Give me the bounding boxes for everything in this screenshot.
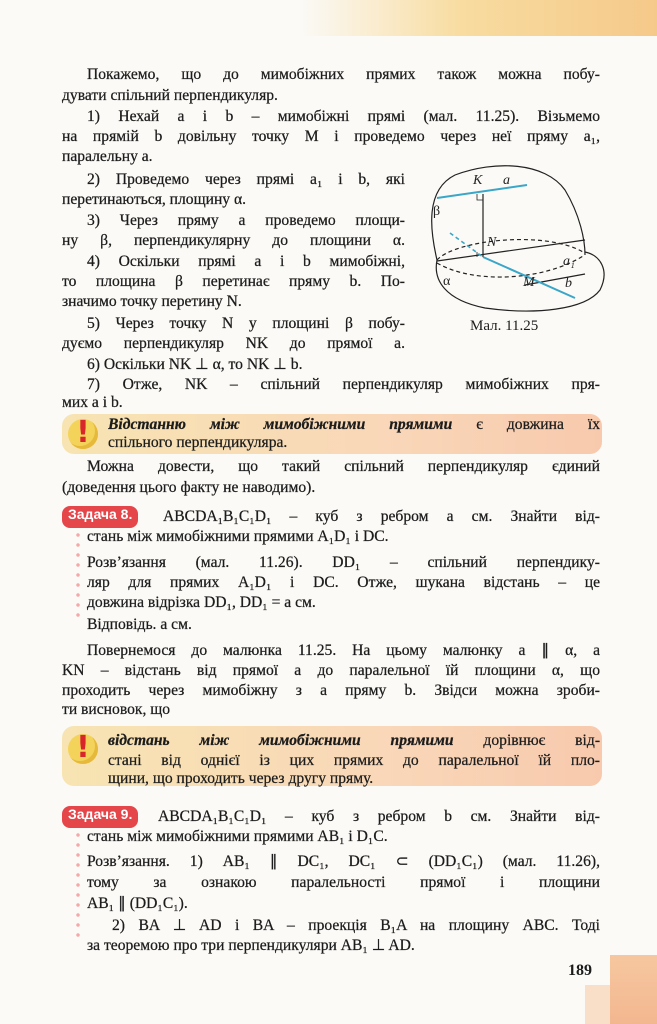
exclamation-icon: ! (68, 734, 98, 764)
callout-text: стані від однієї із цих прямих до паралельної їй пло- (108, 752, 600, 769)
text-line: ABCDA₁B₁C₁D₁ – куб з ребром b см. Знайти від- (158, 808, 600, 825)
text-line: стань між мимобіжними прямими A₁D₁ і DC. (87, 528, 389, 545)
text-line: ляр для прямих A₁D₁ і DC. Отже, шукана відстань – це (87, 574, 600, 591)
text-line: дувати спільний перпендикуляр. (62, 87, 278, 104)
task-badge-8: Задача 8. (62, 506, 138, 528)
emphasis-term: відстань між мимобіжними прямими (108, 732, 454, 749)
label-M: M (523, 275, 535, 290)
top-decor-band (300, 0, 657, 36)
text-line: мих a і b. (62, 394, 123, 411)
callout-text: щини, що проходить через другу пряму. (108, 770, 374, 787)
text-line: Розв’язання (мал. 11.26). DD₁ – спільний перпендику- (87, 554, 600, 571)
text-line: ну β, перпендикулярну до площини α. (62, 232, 405, 249)
task-dots (76, 830, 80, 940)
task-badge-9: Задача 9. (62, 806, 138, 828)
text-line: Повернемося до малюнка 11.25. На цьому малюнку a ∥ α, а (87, 642, 600, 659)
text-line: ABCDA₁B₁C₁D₁ – куб з ребром a см. Знайти від- (163, 508, 600, 525)
text-line: AB₁ ∥ (DD₁C₁). (87, 895, 188, 912)
label-a1: a₁ (563, 254, 575, 269)
callout-line (108, 731, 600, 751)
callout-line (108, 433, 600, 453)
emphasis-term: Відстанню між мимобіжними прямими (108, 416, 453, 433)
callout-line (108, 415, 600, 435)
callout-line (108, 751, 600, 771)
text-line: 3) Через пряму a проведемо площи- (87, 212, 405, 229)
callout-line (108, 769, 600, 789)
text-line: тому за ознакою паралельності прямої і площини (87, 874, 600, 891)
text-line: KN – відстань від прямої a до паралельної їй площини α, що (62, 662, 600, 679)
text-line: значимо точку перетину N. (62, 293, 242, 310)
figure-11-25 (415, 160, 610, 320)
text-line: на прямій b довільну точку M і проведемо через неї пряму a₁, (62, 128, 600, 145)
label-beta: β (433, 204, 441, 219)
text-line: 5) Через точку N у площині β побу- (87, 315, 405, 332)
text-line: паралельну a. (62, 148, 153, 165)
text-line: 2) Проведемо через прямі a₁ і b, які (87, 171, 405, 188)
figure-caption: Мал. 11.25 (470, 318, 539, 334)
text-line: за теоремою про три перпендикуляри AB₁ ⊥ AD. (87, 937, 415, 954)
callout-text: є довжина їх (452, 416, 600, 433)
label-N: N (487, 235, 497, 250)
text-line: Покажемо, що до мимобіжних прямих також можна побу- (87, 66, 600, 83)
label-a: a (503, 173, 510, 188)
label-K: K (473, 173, 483, 188)
callout-text: спільного перпендикуляра. (108, 434, 288, 451)
text-line: 1) Нехай a і b – мимобіжні прямі (мал. 11.25). Візьмемо (87, 108, 600, 125)
text-line: Розв’язання. 1) AB₁ ∥ DC₁, DC₁ ⊂ (DD₁C₁) (мал. 11.26), (87, 853, 600, 870)
task-dots (76, 530, 80, 620)
text-line: ти висновок, що (62, 701, 171, 718)
text-line: то площина β перетинає пряму b. По- (62, 273, 405, 290)
text-line: 2) BA ⊥ AD і BA – проекція B₁A на площину ABC. Тоді (112, 917, 600, 934)
text-line: дуємо перпендикуляр NK до прямої a. (62, 335, 405, 352)
exclamation-icon: ! (68, 419, 98, 449)
text-line: стань між мимобіжними прямими AB₁ і D₁C. (87, 828, 388, 845)
label-alpha: α (443, 274, 451, 289)
text-line: довжина відрізка DD₁, DD₁ = a см. (87, 594, 316, 611)
page-edge-tab (610, 955, 657, 1024)
label-b: b (565, 276, 572, 291)
text-line: 6) Оскільки NK ⊥ α, то NK ⊥ b. (87, 356, 303, 373)
text-line: 7) Отже, NK – спільний перпендикуляр мимобіжних пря- (87, 376, 600, 393)
page-edge-tab-light (585, 985, 610, 1024)
text-line: 4) Оскільки прямі a і b мимобіжні, (87, 253, 405, 270)
callout-text: дорівнює від- (453, 732, 600, 749)
text-line: (доведення цього факту не наводимо). (62, 479, 316, 496)
text-line: Відповідь. a см. (87, 616, 192, 633)
text-line: проходить через мимобіжну з a пряму b. Звідси можна зроби- (62, 682, 600, 699)
text-line: перетинаються, площину α. (62, 191, 247, 208)
text-line: Можна довести, що такий спільний перпендикуляр єдиний (87, 458, 600, 475)
page-number: 189 (568, 962, 592, 979)
